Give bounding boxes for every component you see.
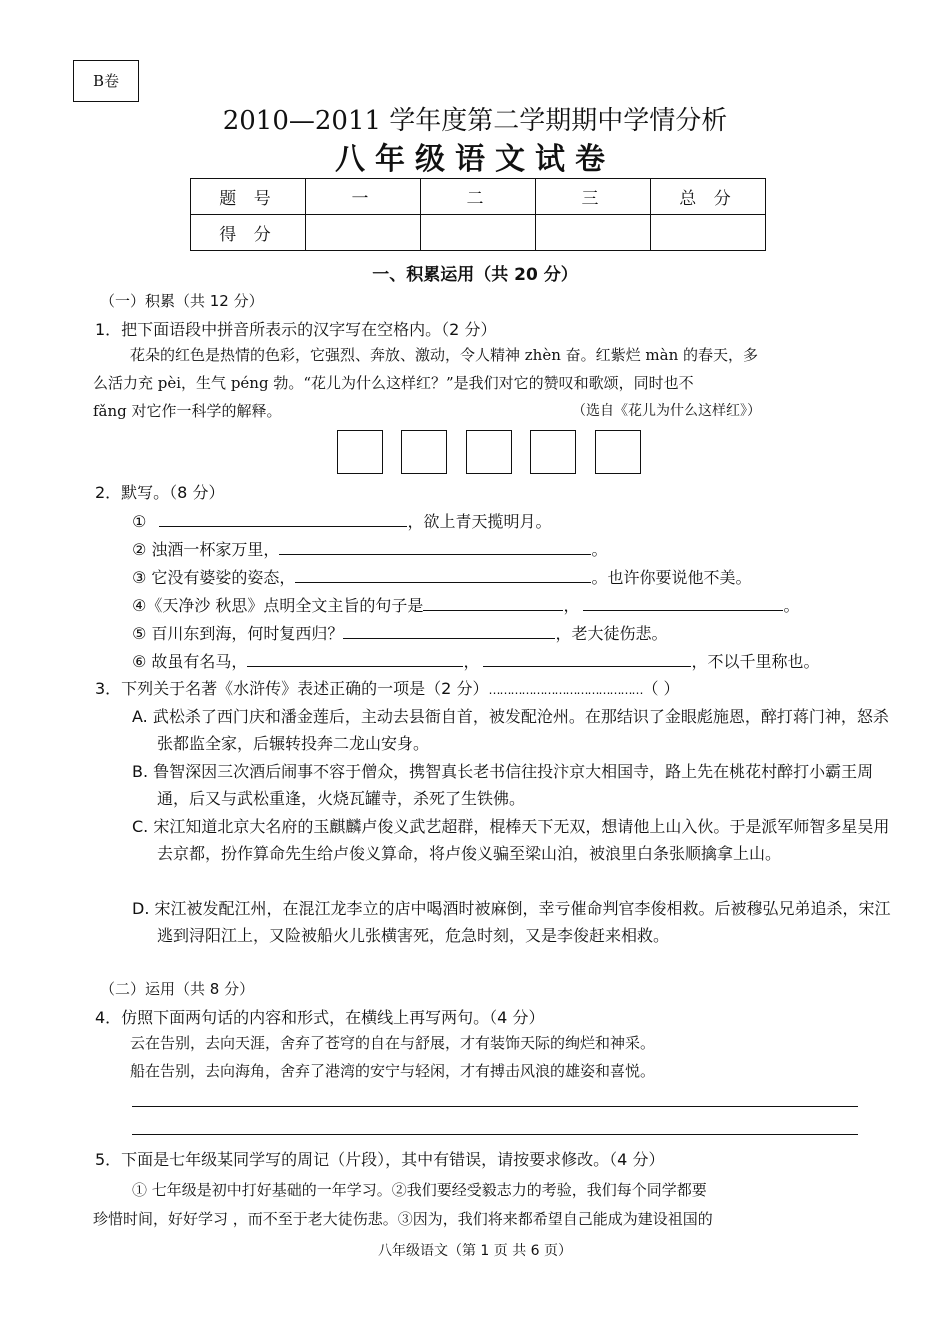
dictation-item-2	[132, 536, 607, 560]
paper-version-badge: B卷	[73, 60, 139, 102]
answer-line[interactable]	[132, 1106, 858, 1107]
passage-line: 花朵的红色是热情的色彩，它强烈、奔放、激动，令人精神 zhèn 奋。红紫烂 màn 的春天，多	[130, 346, 759, 364]
score-cell: 得 分	[191, 215, 306, 251]
dictation-item-3	[132, 564, 751, 588]
dictation-item-1	[132, 508, 551, 532]
question-2-label: 2．默写。（8 分）	[95, 483, 225, 502]
answer-box[interactable]	[466, 430, 512, 474]
passage-line: fǎng 对它作一科学的解释。	[93, 402, 282, 420]
score-cell: 二	[421, 179, 536, 215]
dictation-item-4	[132, 592, 799, 616]
answer-paren[interactable]: （ ）	[642, 679, 680, 698]
answer-box[interactable]	[595, 430, 641, 474]
dictation-text: ④《天净沙 秋思》点明全文主旨的句子是	[132, 596, 424, 615]
score-input-cell[interactable]	[421, 215, 536, 251]
answer-blank[interactable]	[583, 592, 783, 611]
exam-title: 2010—2011 学年度第二学期期中学情分析	[222, 106, 728, 136]
page-footer: 八年级语文（第 1 页 共 6 页）	[377, 1243, 573, 1259]
answer-blank[interactable]	[483, 648, 691, 667]
dictation-text: 。	[591, 540, 608, 559]
part-heading: （二）运用（共 8 分）	[100, 980, 255, 998]
sample-sentence-1: 云在告别，去向天涯，舍弃了苍穹的自在与舒展，才有装饰天际的绚烂和神采。	[130, 1034, 656, 1052]
dictation-text: ，欲上青天揽明月。	[407, 512, 552, 531]
score-cell: 一	[306, 179, 421, 215]
question-text: 3．下列关于名著《水浒传》表述正确的一项是（2 分）	[95, 679, 489, 698]
dictation-text: ⑥ 故虽有名马，	[132, 652, 248, 671]
answer-box[interactable]	[530, 430, 576, 474]
question-3-label	[95, 676, 680, 699]
dictation-item-6	[132, 648, 819, 672]
dictation-text: ，	[563, 596, 580, 615]
section-heading: 一、积累运用（共 20 分）	[372, 265, 578, 285]
journal-line-2: 珍惜时间，好好学习 ，而不至于老大徒伤悲。③因为，我们将来都希望自己能成为建设祖国的	[93, 1210, 713, 1228]
dictation-text: ，老大徒伤悲。	[555, 624, 668, 643]
answer-box[interactable]	[401, 430, 447, 474]
score-table	[190, 178, 766, 251]
dictation-text: 。也许你要说他不美。	[591, 568, 752, 587]
option-b: B. 鲁智深因三次酒后闹事不容于僧众，携智真长老书信往投汴京大相国寺，路上先在桃花村醉打小霸王周通，后又与武松重逢，火烧瓦罐寺，杀死了生铁佛。	[132, 762, 874, 808]
answer-blank[interactable]	[159, 508, 407, 527]
item-number: ①	[132, 512, 147, 531]
passage-line: 么活力充 pèi，生气 péng 勃。“花儿为什么这样红？”是我们对它的赞叹和歌颂，同时也不	[93, 374, 694, 392]
dictation-text: ，不以千里称也。	[691, 652, 820, 671]
part-heading: （一）积累（共 12 分）	[100, 292, 264, 310]
dictation-item-5	[132, 620, 667, 644]
question-1-label: 1．把下面语段中拼音所表示的汉字写在空格内。（2 分）	[95, 320, 497, 339]
score-table-score-row	[191, 215, 766, 251]
dictation-text: ③ 它没有婆娑的姿态，	[132, 568, 296, 587]
option-c: C. 宋江知道北京大名府的玉麒麟卢俊义武艺超群，棍棒天下无双，想请他上山入伙。于是派军师智多星吴用去京都，扮作算命先生给卢俊义算命，将卢俊义骗至梁山泊，被浪里白条张顺擒拿上山。	[132, 817, 890, 863]
score-input-cell[interactable]	[306, 215, 421, 251]
answer-blank[interactable]	[343, 620, 555, 639]
score-cell: 三	[536, 179, 651, 215]
answer-blank[interactable]	[247, 648, 463, 667]
journal-line-1: ① 七年级是初中打好基础的一年学习。②我们要经受毅志力的考验，我们每个同学都要	[132, 1181, 707, 1199]
score-table-header-row	[191, 179, 766, 215]
answer-blank[interactable]	[423, 592, 563, 611]
score-cell: 题 号	[191, 179, 306, 215]
answer-line[interactable]	[132, 1134, 858, 1135]
leader-dots: ……………………………………	[488, 683, 643, 697]
exam-subtitle: 八年级语文试卷	[335, 142, 615, 177]
dictation-text: ② 浊酒一杯家万里，	[132, 540, 280, 559]
option-a: A. 武松杀了西门庆和潘金莲后，主动去县衙自首，被发配沧州。在那结识了金眼彪施恩，醉打蒋门神，怒杀张都监全家，后辗转投奔二龙山安身。	[132, 707, 889, 753]
question-5-label: 5．下面是七年级某同学写的周记（片段），其中有错误，请按要求修改。（4 分）	[95, 1150, 665, 1169]
sample-sentence-2: 船在告别，去向海角，舍弃了港湾的安宁与轻闲，才有搏击风浪的雄姿和喜悦。	[130, 1062, 656, 1080]
dictation-text: ⑤ 百川东到海，何时复西归？	[132, 624, 344, 643]
score-cell: 总 分	[651, 179, 766, 215]
question-4-label: 4．仿照下面两句话的内容和形式，在横线上再写两句。（4 分）	[95, 1008, 545, 1027]
option-d: D. 宋江被发配江州，在混江龙李立的店中喝酒时被麻倒，幸亏催命判官李俊相救。后被穆弘兄弟追杀，宋江逃到浔阳江上，又险被船火儿张横害死，危急时刻，又是李俊赶来相救。	[132, 899, 891, 945]
dictation-text: ，	[463, 652, 480, 671]
score-input-cell[interactable]	[536, 215, 651, 251]
passage-source: （选自《花儿为什么这样红》）	[572, 403, 761, 419]
score-input-cell[interactable]	[651, 215, 766, 251]
answer-blank[interactable]	[279, 536, 591, 555]
answer-box[interactable]	[337, 430, 383, 474]
answer-blank[interactable]	[295, 564, 591, 583]
dictation-text: 。	[783, 596, 800, 615]
